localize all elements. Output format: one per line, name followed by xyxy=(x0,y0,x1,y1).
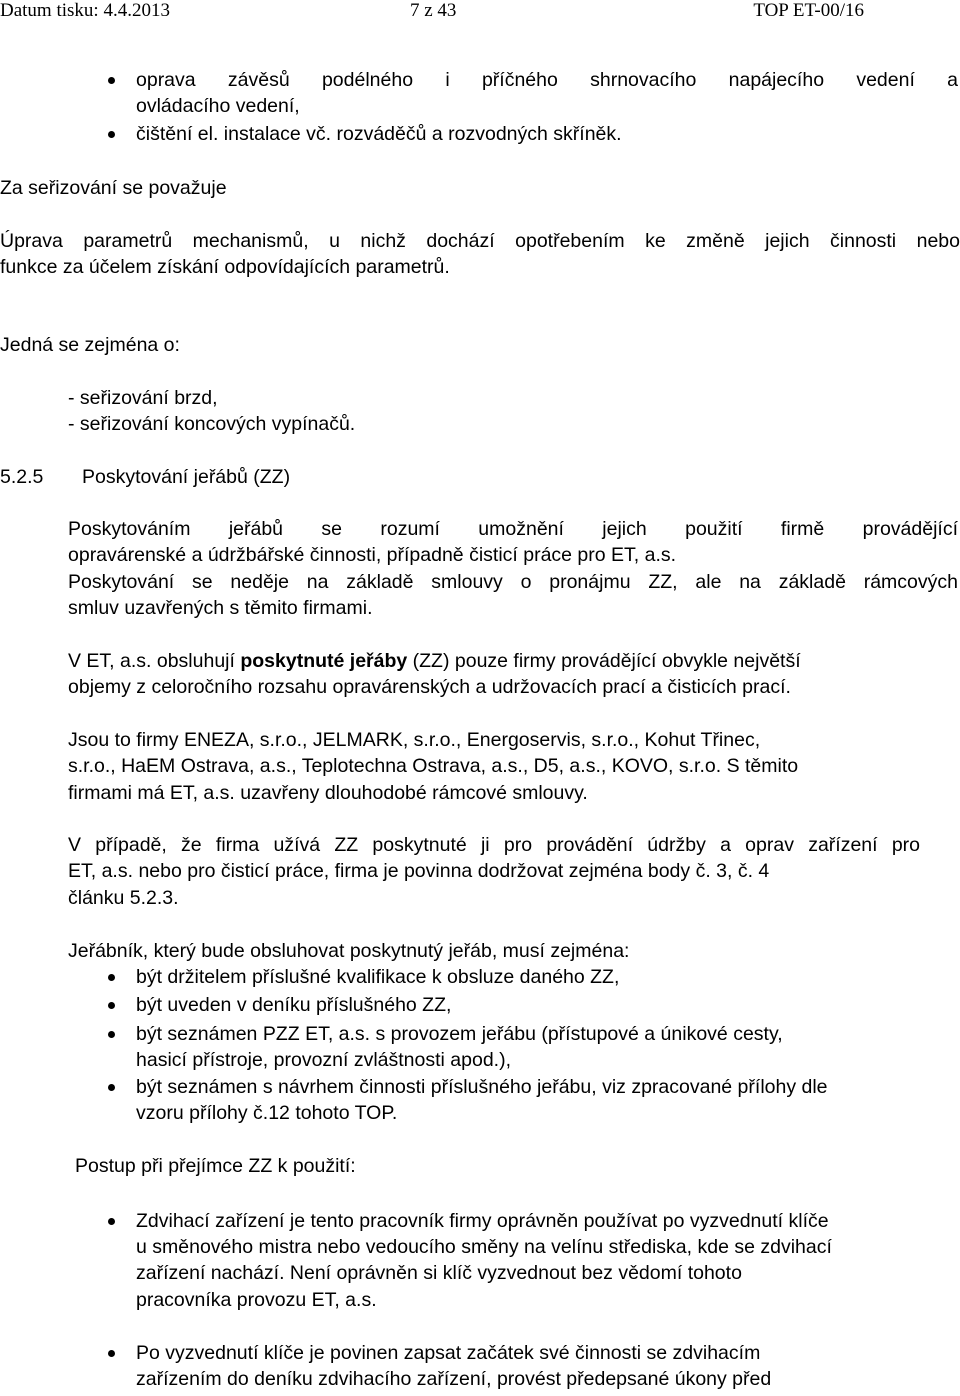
paragraph-line: smluv uzavřených s těmito firmami. xyxy=(68,597,373,619)
subsection-title: Postup při přejímce ZZ k použití: xyxy=(75,1155,356,1177)
list-item-continuation: zařízením do deníku zdvihacího zařízení, provést předepsané úkony před xyxy=(136,1368,772,1390)
paragraph-line: V ET, a.s. obsluhují poskytnuté jeřáby (ZZ) pouze firmy provádějící obvykle největší xyxy=(68,650,801,672)
paragraph-line: funkce za účelem získání odpovídajících parametrů. xyxy=(0,256,450,278)
document-id: TOP ET-00/16 xyxy=(753,0,864,21)
section-title: Poskytování jeřábů (ZZ) xyxy=(82,466,291,488)
paragraph-line: Jeřábník, který bude obsluhovat poskytnutý jeřáb, musí zejména: xyxy=(68,940,630,962)
paragraph-line: článku 5.2.3. xyxy=(68,887,179,909)
page-number: 7 z 43 xyxy=(410,0,457,21)
paragraph-line: objemy z celoročního rozsahu opravárenských a udržovacích prací a čisticích prací. xyxy=(68,676,791,698)
page-header xyxy=(0,0,960,24)
list-item: být uveden v deníku příslušného ZZ, xyxy=(136,994,452,1016)
paragraph-line: Poskytování se neděje na základě smlouvy o pronájmu ZZ, ale na základě rámcových xyxy=(68,571,958,593)
paragraph-line: Jsou to firmy ENEZA, s.r.o., JELMARK, s.r.o., Energoservis, s.r.o., Kohut Třinec, xyxy=(68,729,761,751)
paragraph-line: Za seřizování se považuje xyxy=(0,177,227,199)
list-item: Zdvihací zařízení je tento pracovník firmy oprávněn používat po vyzvednutí klíče xyxy=(136,1210,829,1232)
list-item-continuation: pracovníka provozu ET, a.s. xyxy=(136,1289,377,1311)
paragraph-line: Jedná se zejména o: xyxy=(0,334,180,356)
list-item-continuation: vzoru přílohy č.12 tohoto TOP. xyxy=(136,1102,398,1124)
paragraph-line: ET, a.s. nebo pro čisticí práce, firma je povinna dodržovat zejména body č. 3, č. 4 xyxy=(68,860,770,882)
dash-item: - seřizování brzd, xyxy=(68,387,218,409)
paragraph-line: opravárenské a údržbářské činnosti, případně čisticí práce pro ET, a.s. xyxy=(68,544,677,566)
list-item-continuation: zařízení nachází. Není oprávněn si klíč vyzvednout bez vědomí tohoto xyxy=(136,1262,742,1284)
paragraph-line: Úprava parametrů mechanismů, u nichž dochází opotřebením ke změně jejich činnosti nebo xyxy=(0,230,960,252)
bold-emphasis: poskytnuté jeřáby xyxy=(240,650,408,672)
paragraph-line: Poskytováním jeřábů se rozumí umožnění jejich použití firmě provádějící xyxy=(68,518,958,540)
list-item-continuation: u směnového mistra nebo vedoucího směny na velínu střediska, kde se zdvihací xyxy=(136,1236,832,1258)
dash-item: - seřizování koncových vypínačů. xyxy=(68,413,356,435)
list-item: být držitelem příslušné kvalifikace k obsluze daného ZZ, xyxy=(136,966,620,988)
paragraph-line: V případě, že firma užívá ZZ poskytnuté ji pro provádění údržby a oprav zařízení pro xyxy=(68,834,920,856)
list-item: být seznámen PZZ ET, a.s. s provozem jeřábu (přístupové a únikové cesty, xyxy=(136,1023,783,1045)
print-date: Datum tisku: 4.4.2013 xyxy=(0,0,170,21)
list-item: oprava závěsů podélného i příčného shrnovacího napájecího vedení a xyxy=(136,69,958,91)
paragraph-line: s.r.o., HaEM Ostrava, a.s., Teplotechna Ostrava, a.s., D5, a.s., KOVO, s.r.o. S těmito xyxy=(68,755,799,777)
paragraph-line: firmami má ET, a.s. uzavřeny dlouhodobé rámcové smlouvy. xyxy=(68,782,588,804)
list-item: Po vyzvednutí klíče je povinen zapsat začátek své činnosti se zdvihacím xyxy=(136,1342,761,1364)
list-item: být seznámen s návrhem činnosti příslušného jeřábu, viz zpracované přílohy dle xyxy=(136,1076,828,1098)
list-item: čištění el. instalace vč. rozváděčů a rozvodných skříněk. xyxy=(136,123,622,145)
section-number: 5.2.5 xyxy=(0,466,44,488)
list-item-continuation: hasicí přístroje, provozní zvláštnosti apod.), xyxy=(136,1049,512,1071)
list-item-continuation: ovládacího vedení, xyxy=(136,95,300,117)
